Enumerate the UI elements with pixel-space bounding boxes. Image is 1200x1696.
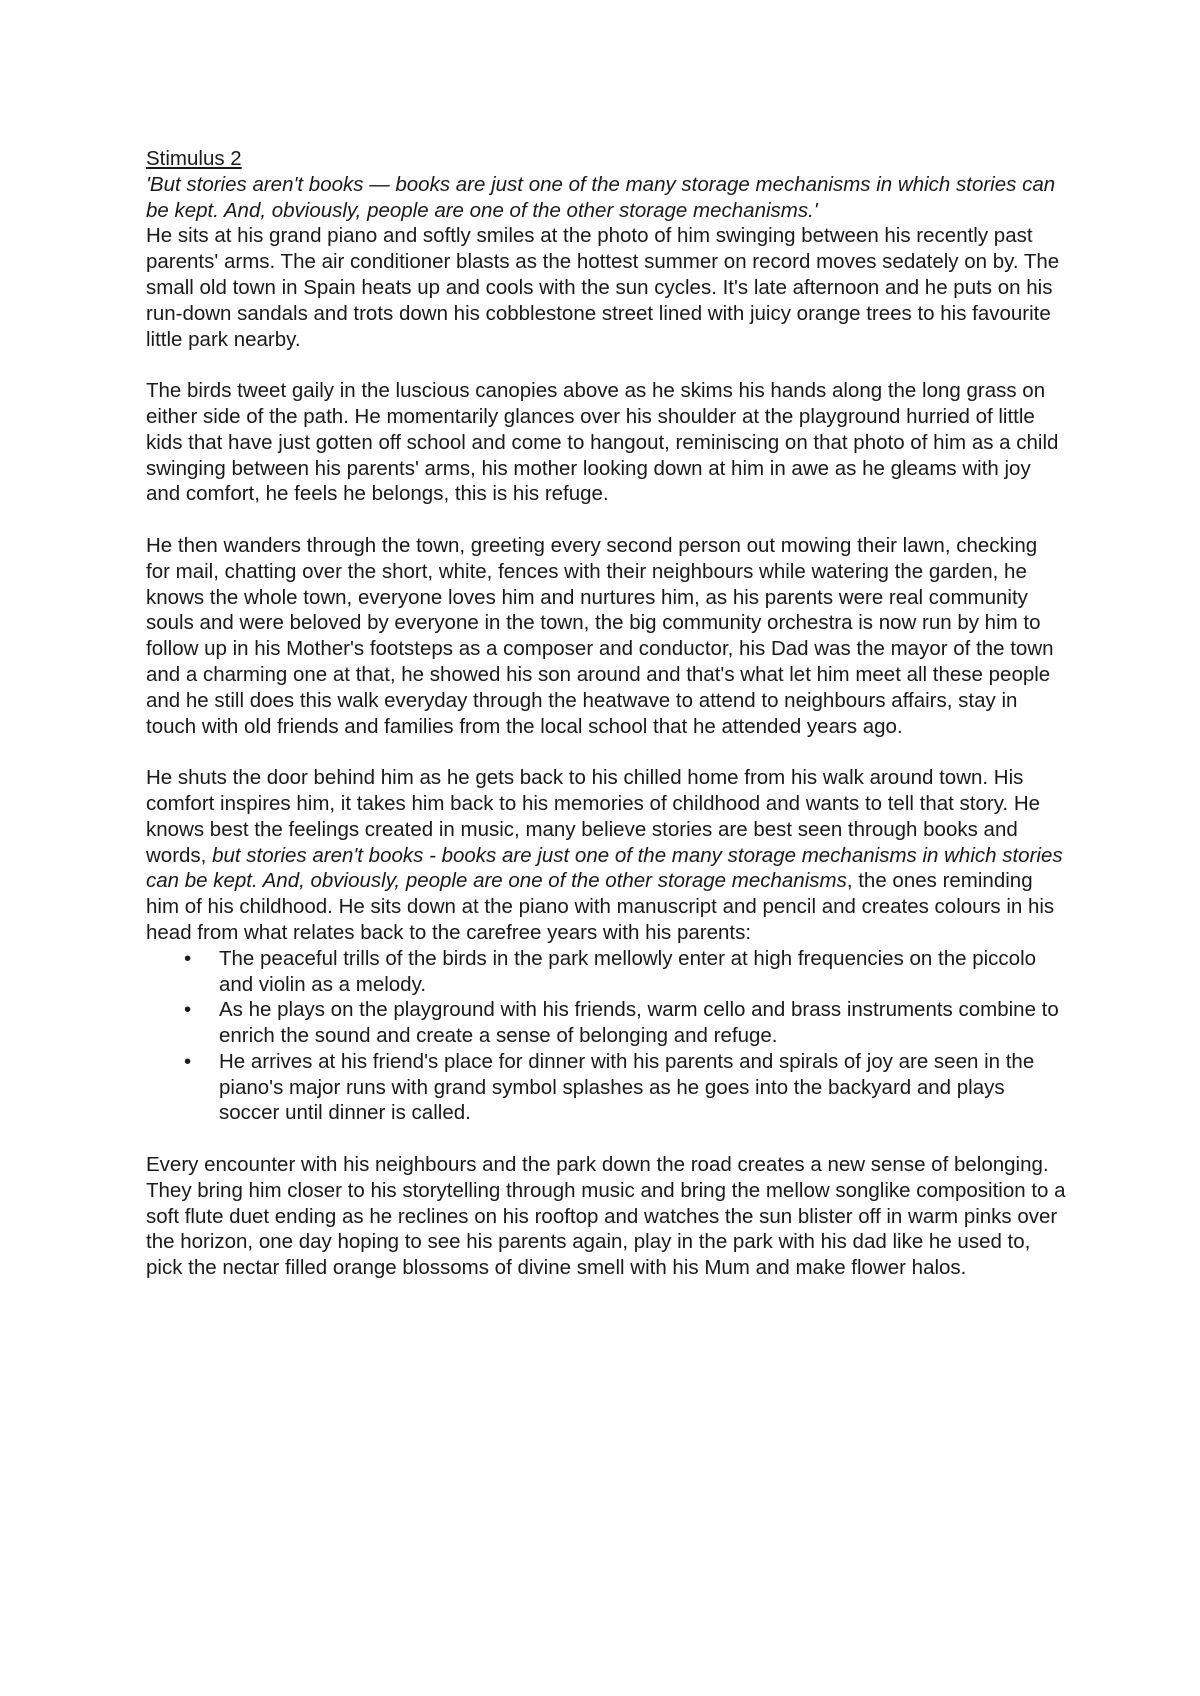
list-item-text: The peaceful trills of the birds in the park mellowly enter at high frequencies on the piccolo and violin as a melody.	[219, 946, 1037, 996]
bullet-icon: •	[184, 946, 192, 970]
bullet-icon: •	[184, 998, 192, 1022]
list-item	[146, 997, 1066, 1049]
paragraph-2: The birds tweet gaily in the luscious canopies above as he skims his hands along the long grass on either side of the path. He momentarily glances over his shoulder at the playground hurried of little kids that have just gotten off school and come to hangout, reminiscing on that photo of him as a child swinging between his parents' arms, his mother looking down at him in awe as he gleams with joy and comfort, he feels he belongs, this is his refuge.	[146, 379, 1059, 506]
epigraph-quote: 'But stories aren't books — books are just one of the many storage mechanisms in which stories can be kept. And, obviously, people are one of the other storage mechanisms.'	[146, 172, 1056, 222]
list-item	[146, 946, 1066, 998]
document-title: Stimulus 2	[146, 147, 242, 170]
final-paragraph: Every encounter with his neighbours and the park down the road creates a new sense of belonging. They bring him closer to his storytelling through music and bring the mellow songlike composition to a soft flute duet ending as he reclines on his rooftop and watches the sun blister off in warm pinks over the horizon, one day hoping to see his parents again, play in the park with his dad like he used to, pick the nectar filled orange blossoms of divine smell with his Mum and make flower halos.	[146, 1153, 1066, 1280]
bullet-list	[146, 946, 1066, 1127]
list-item-text: As he plays on the playground with his friends, warm cello and brass instruments combine to enrich the sound and create a sense of belonging and refuge.	[219, 998, 1059, 1048]
list-item-text: He arrives at his friend's place for dinner with his parents and spirals of joy are seen in the piano's major runs with grand symbol splashes as he goes into the backyard and plays soccer until dinner is called.	[219, 1049, 1035, 1125]
bullet-icon: •	[184, 1049, 192, 1073]
paragraph-3: He then wanders through the town, greeting every second person out mowing their lawn, checking for mail, chatting over the short, white, fences with their neighbours while watering the garden, he knows the whole town, everyone loves him and nurtures him, as his parents were real community souls and were beloved by everyone in the town, the big community orchestra is now run by him to follow up in his Mother's footsteps as a composer and conductor, his Dad was the mayor of the town and a charming one at that, he showed his son around and that's what let him meet all these people and he still does this walk everyday through the heatwave to attend to neighbours affairs, stay in touch with old friends and families from the local school that he attended years ago.	[146, 533, 1054, 738]
paragraph-4	[146, 765, 1066, 946]
paragraph-4-italic-quote: but stories aren't books - books are just one of the many storage mechanisms in which stories can be kept. And, obviously, people are one of the other storage mechanisms	[146, 843, 1063, 893]
paragraph-4-text-start: He shuts the door behind him as he gets back to his chilled home from his walk around town. His comfort inspires him, it takes him back to his memories of childhood and wants to tell that story. He knows best the feelings created in music, many believe stories are best seen through books and words,	[146, 766, 1041, 867]
document-body	[146, 146, 1066, 1281]
paragraph-1: He sits at his grand piano and softly smiles at the photo of him swinging between his recently past parents' arms. The air conditioner blasts as the hottest summer on record moves sedately on by. The small old town in Spain heats up and cools with the sun cycles. It's late afternoon and he puts on his run-down sandals and trots down his cobblestone street lined with juicy orange trees to his favourite little park nearby.	[146, 224, 1060, 351]
list-item	[146, 1049, 1066, 1126]
paragraph-4-text-end: , the ones reminding him of his childhood. He sits down at the piano with manuscript and pencil and creates colours in his head from what relates back to the carefree years with his parents:	[146, 869, 1055, 944]
